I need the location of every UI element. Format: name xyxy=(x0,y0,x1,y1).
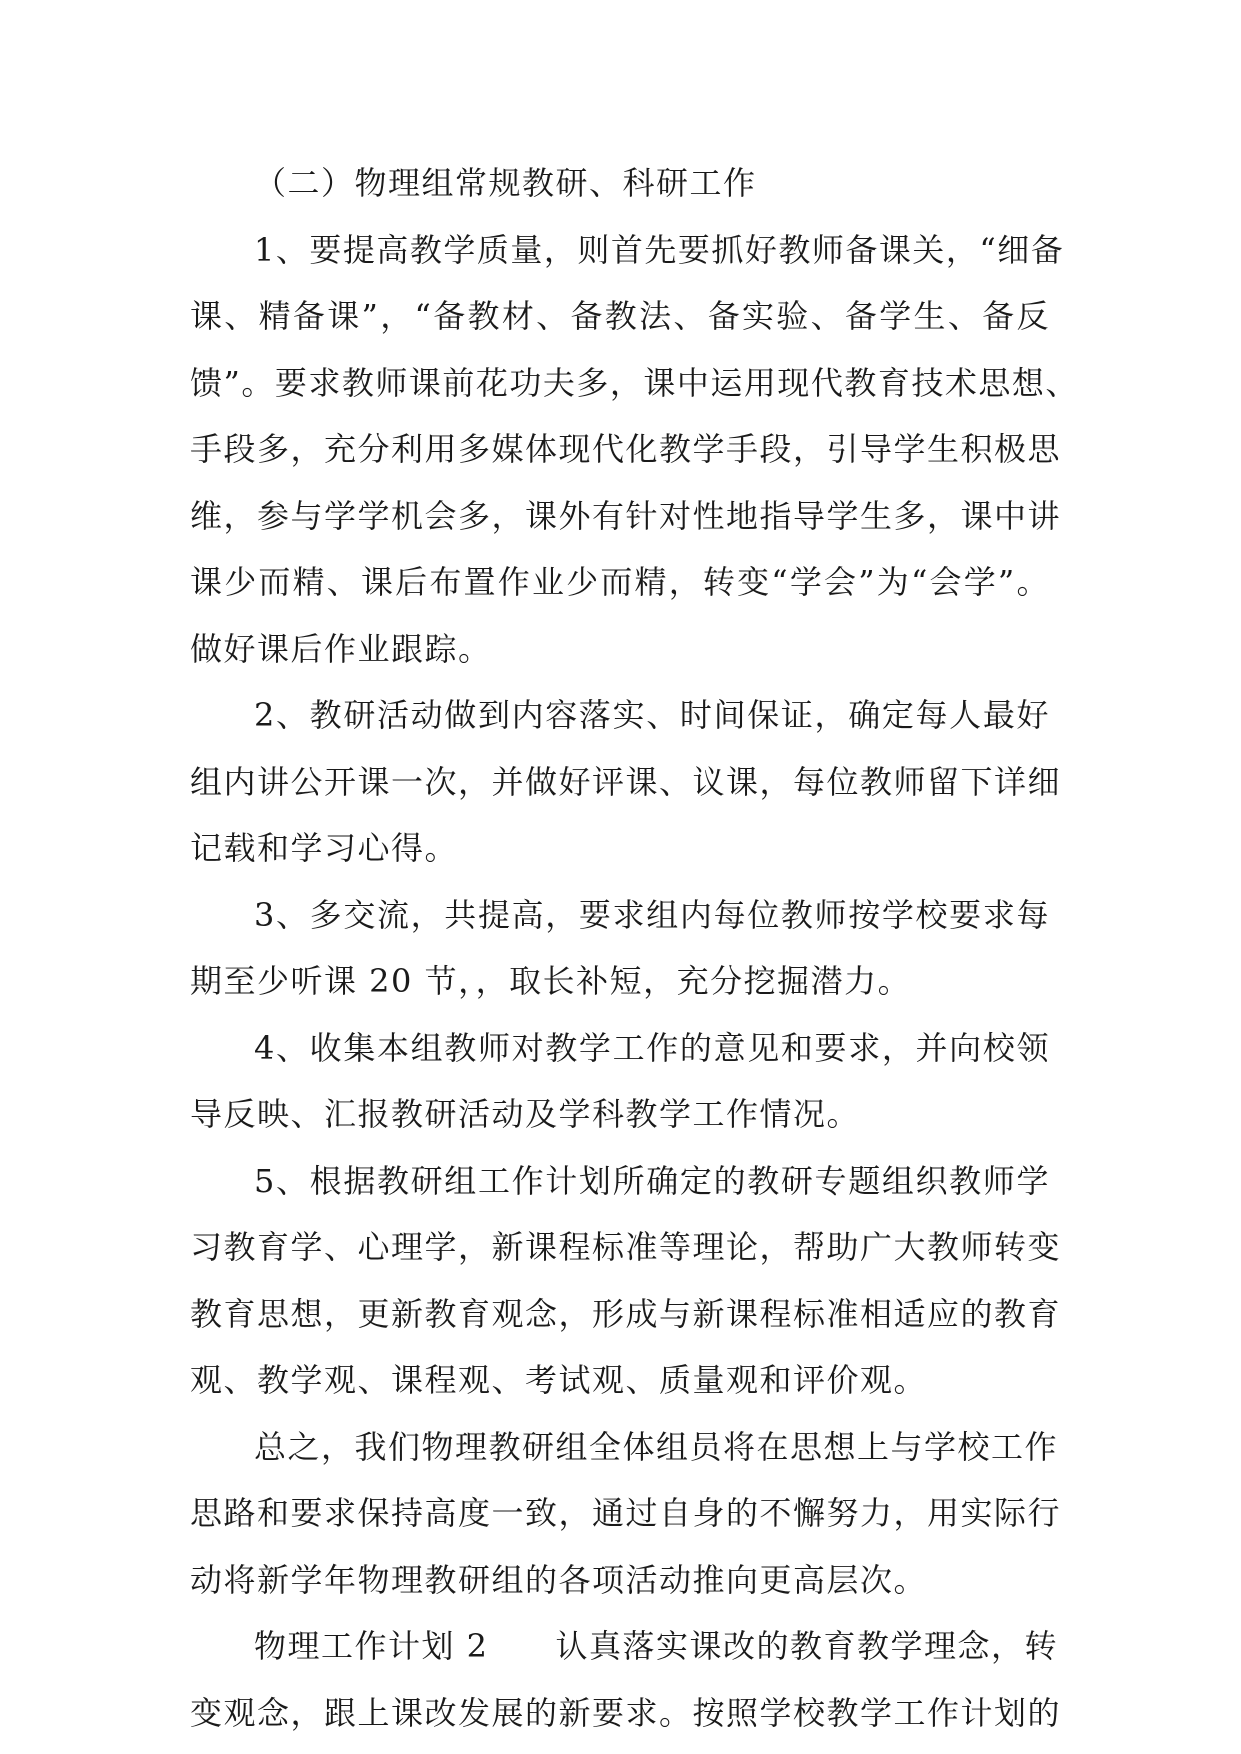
text-line: 物理工作计划 2 认真落实课改的教育教学理念，转 xyxy=(254,1627,1059,1665)
text-line: 组内讲公开课一次，并做好评课、议课，每位教师留下详细 xyxy=(190,762,1062,801)
text-line: 习教育学、心理学，新课程标准等理论，帮助广大教师转变 xyxy=(190,1228,1062,1266)
text-line: 期至少听课 20 节，，取长补短，充分挖掘潜力。 xyxy=(190,962,912,1000)
text-line: 4、收集本组教师对教学工作的意见和要求，并向校领 xyxy=(254,1028,1050,1067)
text-line: 观、教学观、课程观、考试观、质量观和评价观。 xyxy=(190,1361,928,1399)
text-line: 课、精备课”，“备教材、备教法、备实验、备学生、备反 xyxy=(190,297,1050,335)
text-line: 变观念，跟上课改发展的新要求。按照学校教学工作计划的 xyxy=(190,1693,1062,1732)
text-line: 2、教研活动做到内容落实、时间保证，确定每人最好 xyxy=(254,696,1050,734)
text-line: 手段多，充分利用多媒体现代化教学手段，引导学生积极思 xyxy=(190,430,1062,468)
text-line: 5、根据教研组工作计划所确定的教研专题组织教师学 xyxy=(254,1161,1050,1200)
text-line: 思路和要求保持高度一致，通过自身的不懈努力，用实际行 xyxy=(190,1494,1062,1532)
text-line: 总之，我们物理教研组全体组员将在思想上与学校工作 xyxy=(254,1427,1059,1466)
text-line: 维，参与学学机会多，课外有针对性地指导学生多，课中讲 xyxy=(190,496,1062,535)
text-line: 教育思想，更新教育观念，形成与新课程标准相适应的教育 xyxy=(190,1294,1062,1333)
text-line: 动将新学年物理教研组的各项活动推向更高层次。 xyxy=(190,1560,928,1599)
text-line: 记载和学习心得。 xyxy=(190,829,459,867)
text-line: 课少而精、课后布置作业少而精，转变“学会”为“会学”。 xyxy=(190,563,1050,601)
text-line: 做好课后作业跟踪。 xyxy=(190,629,492,668)
text-line: 导反映、汇报教研活动及学科教学工作情况。 xyxy=(190,1095,861,1133)
text-line: 馈”。要求教师课前花功夫多，课中运用现代教育技术思想、 xyxy=(190,363,1079,402)
text-line: 1、要提高教学质量，则首先要抓好教师备课关，“细备 xyxy=(254,230,1065,269)
document-body xyxy=(190,150,1079,1746)
text-line: （二）物理组常规教研、科研工作 xyxy=(254,164,757,202)
text-line: 3、多交流，共提高，要求组内每位教师按学校要求每 xyxy=(254,895,1050,934)
